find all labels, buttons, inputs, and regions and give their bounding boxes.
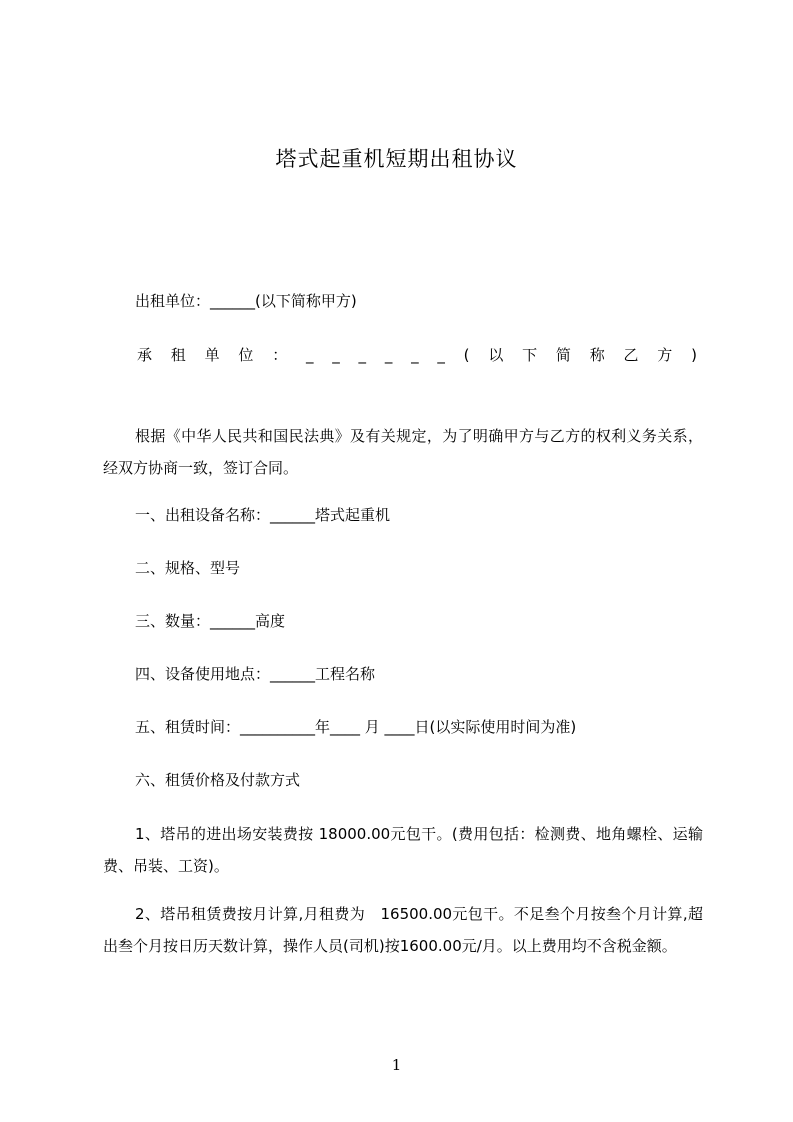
lessee-char: 方 — [657, 346, 673, 364]
lessee-line — [137, 344, 697, 366]
lessee-char: ) — [691, 346, 697, 364]
item-location: 四、设备使用地点：______工程名称 — [135, 665, 376, 683]
item-lease-time: 五、租赁时间：__________年____ 月 ____日(以实际使用时间为准) — [135, 718, 577, 736]
lessee-char: 承 — [137, 346, 153, 364]
lessee-char: 下 — [522, 346, 538, 364]
item-quantity: 三、数量：______高度 — [135, 612, 286, 630]
document-title: 塔式起重机短期出租协议 — [275, 147, 518, 171]
lessee-char: _ — [332, 346, 340, 364]
lessee-char: _ — [411, 346, 419, 364]
lessee-char: ( — [463, 346, 470, 364]
lessee-char: _ — [437, 346, 445, 364]
lessee-char: 单 — [204, 346, 220, 364]
lessee-char: _ — [305, 346, 314, 364]
lessee-char: 租 — [170, 346, 186, 364]
intro-paragraph: 根据《中华人民共和国民法典》及有关规定，为了明确甲方与乙方的权利义务关系，经双方协商一致，签订合同。 — [103, 427, 703, 477]
page-number: 1 — [391, 1056, 402, 1074]
item-price-payment: 六、租赁价格及付款方式 — [135, 771, 301, 789]
lessee-char: 位 — [238, 346, 254, 364]
lessee-char: 乙 — [623, 346, 639, 364]
lessor-line: 出租单位：______(以下简称甲方) — [135, 292, 357, 310]
item-equipment-name: 一、出租设备名称：______塔式起重机 — [135, 506, 391, 524]
lessee-char: 称 — [589, 346, 605, 364]
lessee-char: 以 — [488, 346, 504, 364]
lessee-char: 简 — [555, 346, 571, 364]
lessee-char: _ — [358, 346, 367, 364]
clause-installation-fee: 1、塔吊的进出场安装费按 18000.00元包干。(费用包括：检测费、地角螺栓、运输费、吊装、工资)。 — [103, 825, 703, 875]
clause-rental-fee: 2、塔吊租赁费按月计算,月租费为 16500.00元包干。不足叁个月按叁个月计算,超出叁个月按日历天数计算，操作人员(司机)按1600.00元/月。以上费用均不含税金额。 — [103, 905, 703, 955]
item-spec-model: 二、规格、型号 — [135, 559, 241, 577]
lessee-char: _ — [384, 346, 393, 364]
lessee-char: ： — [272, 346, 288, 364]
